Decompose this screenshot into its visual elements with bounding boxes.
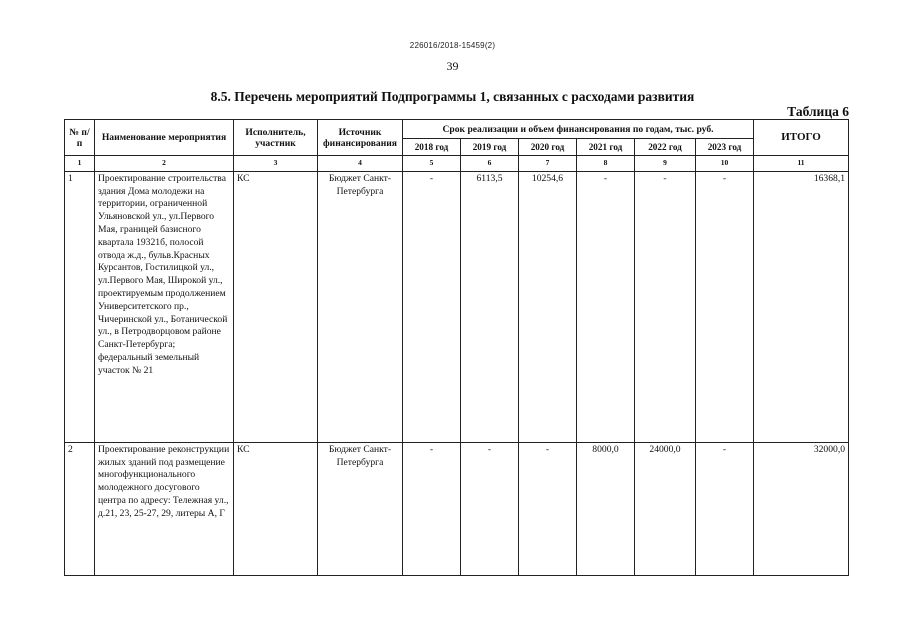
col-header-source: Источник финансирования	[318, 120, 403, 156]
cell-2019: -	[461, 442, 519, 575]
column-number: 1	[65, 156, 95, 172]
column-number: 4	[318, 156, 403, 172]
measures-table	[64, 119, 849, 576]
column-number: 6	[461, 156, 519, 172]
cell-source: Бюджет Санкт-Петербурга	[318, 442, 403, 575]
col-header-2020: 2020 год	[519, 139, 577, 156]
cell-source: Бюджет Санкт-Петербурга	[318, 171, 403, 442]
cell-2022: -	[635, 171, 696, 442]
cell-num: 1	[65, 171, 95, 442]
cell-total: 16368,1	[754, 171, 849, 442]
page-number: 39	[446, 59, 459, 73]
col-header-2018: 2018 год	[403, 139, 461, 156]
cell-executor: КС	[234, 171, 318, 442]
col-header-executor: Исполнитель, участник	[234, 120, 318, 156]
cell-2019: 6113,5	[461, 171, 519, 442]
col-header-period-group: Срок реализации и объем финансирования по годам, тыс. руб.	[403, 120, 754, 139]
column-number: 5	[403, 156, 461, 172]
col-header-name: Наименование мероприятия	[95, 120, 234, 156]
section-title: 8.5. Перечень мероприятий Подпрограммы 1, связанных с расходами развития	[210, 89, 695, 104]
cell-2023: -	[696, 442, 754, 575]
cell-2021: -	[577, 171, 635, 442]
table-row	[65, 171, 849, 442]
col-header-2021: 2021 год	[577, 139, 635, 156]
cell-2020: 10254,6	[519, 171, 577, 442]
column-number: 7	[519, 156, 577, 172]
cell-name: Проектирование строительства здания Дома молодежи на территории, ограниченной Ульяновской ул., ул.Первого Мая, границей базисного квартала 19321б, полосой отвода ж.д., бульв.Красных Курсантов, Гостилицкой ул., ул.Первого Мая, Широкой ул., проектируемым продолжением Университетского пр., Чичеринской ул., Ботанической ул., в Петродворцовом районе Санкт-Петербурга; федеральный земельный участок № 21	[95, 171, 234, 442]
cell-2020: -	[519, 442, 577, 575]
cell-2023: -	[696, 171, 754, 442]
col-header-2022: 2022 год	[635, 139, 696, 156]
cell-name: Проектирование реконструкции жилых зданий под размещение многофункционального молодежного досугового центра по адресу: Тележная ул., д.21, 23, 25-27, 29, литеры А, Г	[95, 442, 234, 575]
column-number: 2	[95, 156, 234, 172]
col-header-total: ИТОГО	[754, 120, 849, 156]
column-number: 11	[754, 156, 849, 172]
column-number: 3	[234, 156, 318, 172]
document-id: 226016/2018-15459(2)	[409, 41, 496, 50]
cell-2018: -	[403, 171, 461, 442]
col-header-2023: 2023 год	[696, 139, 754, 156]
col-header-2019: 2019 год	[461, 139, 519, 156]
col-header-num: № п/п	[65, 120, 95, 156]
column-number: 9	[635, 156, 696, 172]
cell-num: 2	[65, 442, 95, 575]
column-number-row	[65, 156, 849, 172]
header-row	[65, 120, 849, 139]
column-number: 8	[577, 156, 635, 172]
cell-2022: 24000,0	[635, 442, 696, 575]
table-row	[65, 442, 849, 575]
table-caption: Таблица 6	[787, 104, 849, 119]
cell-total: 32000,0	[754, 442, 849, 575]
cell-2018: -	[403, 442, 461, 575]
cell-executor: КС	[234, 442, 318, 575]
cell-2021: 8000,0	[577, 442, 635, 575]
column-number: 10	[696, 156, 754, 172]
